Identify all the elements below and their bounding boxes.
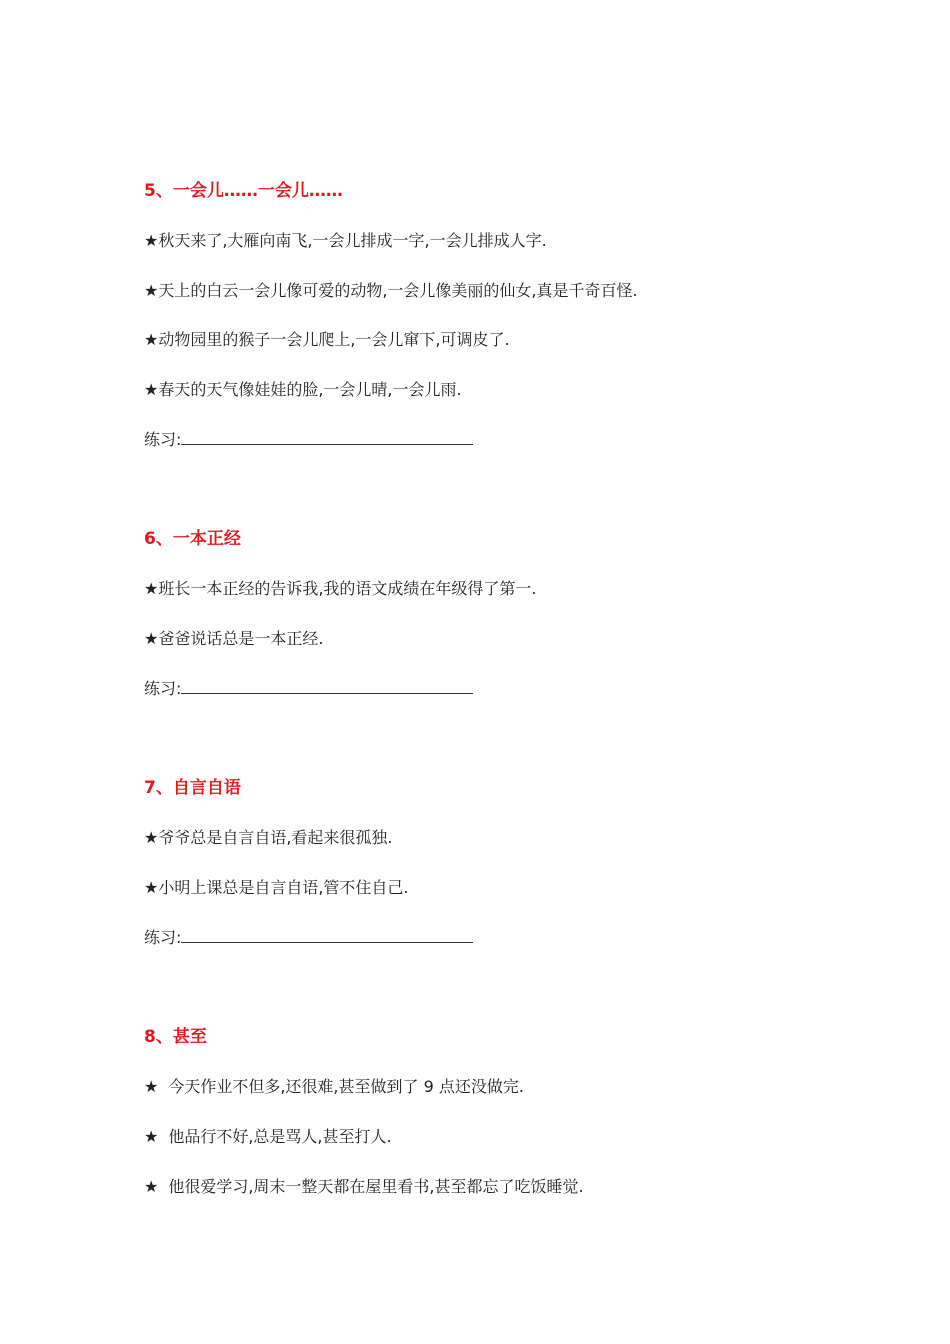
- section-8-heading: 8、甚至: [144, 1027, 207, 1047]
- star-icon: ★: [144, 1177, 159, 1196]
- practice-blank-line: [181, 430, 473, 445]
- section-6-example-2: ★爸爸说话总是一本正经.: [144, 629, 324, 648]
- example-text: 他品行不好,总是骂人,甚至打人.: [168, 1127, 392, 1146]
- section-5-practice: [144, 430, 473, 450]
- section-7-practice: [144, 928, 473, 948]
- section-6-practice: [144, 679, 473, 699]
- practice-blank-line: [181, 679, 473, 694]
- section-5-example-2: ★天上的白云一会儿像可爱的动物,一会儿像美丽的仙女,真是千奇百怪.: [144, 281, 638, 300]
- star-icon: ★: [144, 1127, 159, 1146]
- section-8-example-3: [144, 1177, 584, 1197]
- section-6-heading: 6、一本正经: [144, 529, 241, 549]
- practice-label: 练习:: [144, 430, 182, 449]
- star-icon: ★: [144, 1077, 159, 1096]
- section-6-example-1: ★班长一本正经的告诉我,我的语文成绩在年级得了第一.: [144, 579, 537, 598]
- example-text: 他很爱学习,周末一整天都在屋里看书,甚至都忘了吃饭睡觉.: [168, 1177, 584, 1196]
- section-7-heading: 7、自言自语: [144, 778, 241, 798]
- section-5-example-4: ★春天的天气像娃娃的脸,一会儿晴,一会儿雨.: [144, 380, 462, 399]
- section-5-heading: 5、一会儿……一会儿……: [144, 181, 343, 201]
- practice-label: 练习:: [144, 679, 182, 698]
- section-7-example-1: ★爷爷总是自言自语,看起来很孤独.: [144, 828, 393, 847]
- section-5-example-1: ★秋天来了,大雁向南飞,一会儿排成一字,一会儿排成人字.: [144, 231, 547, 250]
- practice-label: 练习:: [144, 928, 182, 947]
- practice-blank-line: [181, 928, 473, 943]
- section-8-example-1: [144, 1077, 524, 1097]
- example-text: 今天作业不但多,还很难,甚至做到了 9 点还没做完.: [168, 1077, 524, 1096]
- section-5-example-3: ★动物园里的猴子一会儿爬上,一会儿窜下,可调皮了.: [144, 330, 510, 349]
- section-8-example-2: [144, 1127, 392, 1147]
- section-7-example-2: ★小明上课总是自言自语,管不住自己.: [144, 878, 409, 897]
